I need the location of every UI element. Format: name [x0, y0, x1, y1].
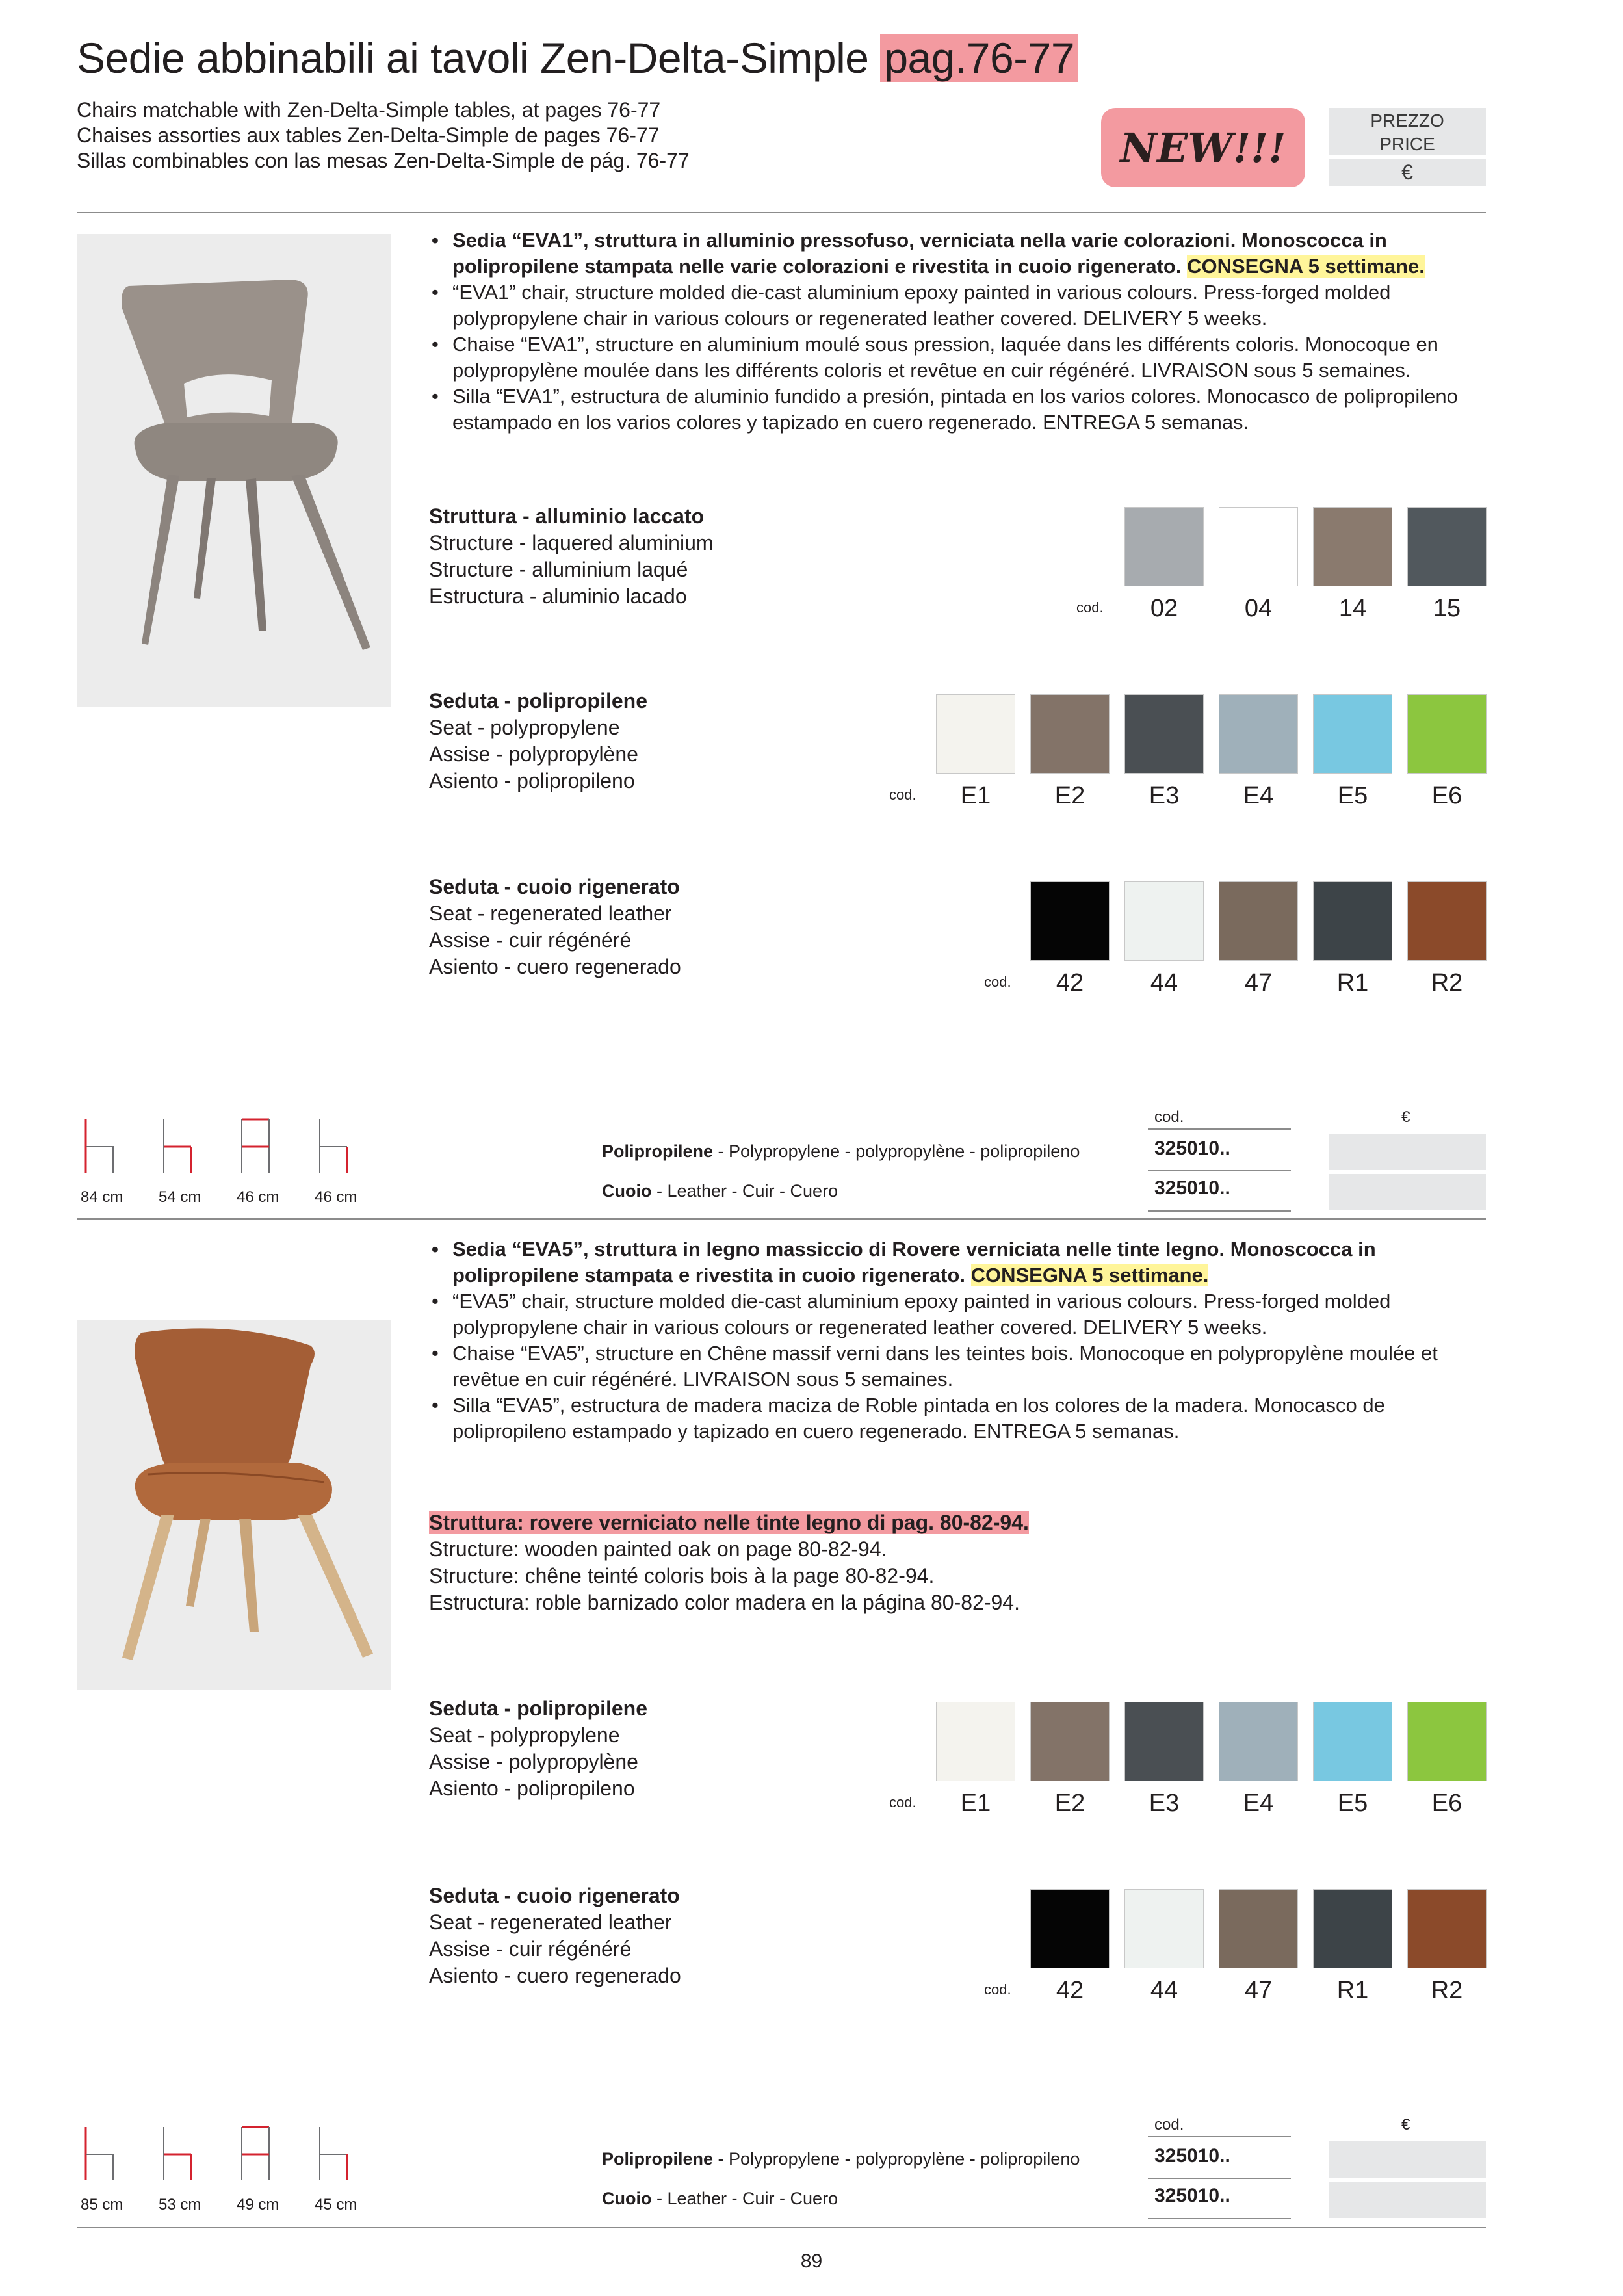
eva1-seat-leather-code-R1: R1 [1336, 969, 1369, 997]
eva1-seat-leather-code-R2: R2 [1431, 969, 1463, 997]
eva1-seat-pp-cod-label: cod. [889, 787, 916, 803]
eva5-row-leather-label-bold: Cuoio [602, 2189, 652, 2208]
eva5-table-line-3 [1148, 2218, 1291, 2219]
eva1-seat-leather-cod-label: cod. [984, 974, 1011, 990]
eva5-dimension-height-value: 85 cm [81, 2196, 123, 2213]
eva5-seat-leather-es: Asiento - cuero regenerado [429, 1964, 681, 1987]
eva1-seat-leather-code-44: 44 [1150, 969, 1178, 997]
subtitle-fr: Chaises assorties aux tables Zen-Delta-Simple de pages 76-77 [77, 124, 660, 147]
new-badge: NEW!!! [1101, 108, 1305, 187]
eva1-row-pp-code: 325010.. [1154, 1138, 1230, 1159]
eva1-structure-title: Struttura - alluminio laccato [429, 504, 705, 528]
eva1-row-leather-label-bold: Cuoio [602, 1181, 652, 1201]
eva5-table-line-2 [1148, 2178, 1291, 2179]
eva5-row-pp-label-bold: Polipropilene [602, 2149, 714, 2169]
eva1-desc-en: • “EVA1” chair, structure molded die-cast aluminium epoxy painted in various colours. Press-forged molded polypropylene chair in various colours or regenerated leather covered. DELIVERY 5 weeks. [429, 280, 1495, 332]
eva1-dimension-depth-value: 46 cm [315, 1188, 357, 1206]
eva1-structure-cod-label: cod. [1076, 599, 1104, 616]
eva5-seat-leather-title: Seduta - cuoio rigenerato [429, 1884, 680, 1907]
eva1-seat-leather-code-47: 47 [1244, 969, 1273, 997]
eva5-row-leather-label-rest: - Leather - Cuir - Cuero [651, 2189, 838, 2208]
eva1-seat-pp-es: Asiento - polipropileno [429, 769, 635, 792]
eva1-seat-pp-code-E2: E2 [1054, 782, 1085, 809]
eva5-seat-leather-code-R1: R1 [1336, 1977, 1369, 2004]
eva5-row-pp-price [1329, 2141, 1486, 2178]
eva1-seat-leather-es: Asiento - cuero regenerado [429, 955, 681, 978]
eva5-structure-title: Struttura: rovere verniciato nelle tinte legno di pag. 80-82-94. [429, 1511, 1029, 1534]
eva5-delivery-highlight: CONSEGNA 5 settimane. [970, 1264, 1209, 1286]
eva5-row-leather-code: 325010.. [1154, 2185, 1230, 2206]
eva1-seat-pp-title: Seduta - polipropilene [429, 689, 648, 712]
eva1-seat-pp-code-E4: E4 [1243, 782, 1274, 809]
eva5-table-cod-header: cod. [1154, 2116, 1184, 2133]
eva1-table-price-header: € [1401, 1108, 1410, 1126]
eva5-seat-pp-code-E2: E2 [1054, 1790, 1085, 1817]
price-currency: € [1329, 159, 1486, 186]
eva5-structure-en: Structure: wooden painted oak on page 80-82-94. [429, 1537, 887, 1561]
eva1-delivery-highlight: CONSEGNA 5 settimane. [1187, 255, 1425, 278]
eva1-seat-pp-fr: Assise - polypropylène [429, 742, 638, 766]
eva5-row-pp-label [602, 2148, 1080, 2170]
eva5-seat-leather-code-42: 42 [1056, 1977, 1084, 2004]
eva1-row-leather-code: 325010.. [1154, 1177, 1230, 1199]
eva5-dimension-width-value: 49 cm [237, 2196, 279, 2213]
eva1-seat-pp-en: Seat - polypropylene [429, 716, 620, 739]
eva5-seat-pp-code-E4: E4 [1243, 1790, 1274, 1817]
eva1-seat-pp-code-E1: E1 [960, 782, 991, 809]
price-label-en: PRICE [1379, 134, 1435, 154]
eva1-seat-leather-code-42: 42 [1056, 969, 1084, 997]
eva1-structure-code-14: 14 [1338, 595, 1367, 622]
eva5-seat-pp-es: Asiento - polipropileno [429, 1777, 635, 1800]
eva5-desc-fr: • Chaise “EVA5”, structure en Chêne massif verni dans les teintes bois. Monocoque en polypropylène moulée et revêtue en cuir régénéré. LIVRAISON sous 5 semaines. [429, 1340, 1495, 1392]
eva1-desc-it-text: Sedia “EVA1”, struttura in alluminio pressofuso, verniciata nella varie colorazioni. Monoscocca in polipropilene stampata nelle varie colorazioni e rivestita in cuoio rigenerato. [452, 229, 1387, 278]
eva5-desc-es: • Silla “EVA5”, estructura de madera maciza de Roble pintada en los colores de la madera. Monocasco de polipropileno estampado y tapizado en cuero regenerado. ENTREGA 5 semanas. [429, 1392, 1495, 1444]
eva1-desc-es: • Silla “EVA1”, estructura de aluminio fundido a presión, pintada en los varios colores. Monocasco de polipropileno estampado en los varios colores y tapizado en cuero regenerado. ENTREGA 5 semanas. [429, 384, 1495, 436]
eva1-seat-pp-code-E5: E5 [1337, 782, 1368, 809]
eva1-seat-leather-en: Seat - regenerated leather [429, 902, 672, 925]
eva5-table-line-1 [1148, 2136, 1291, 2137]
eva1-dimension-height-value: 84 cm [81, 1188, 123, 1206]
subtitle-en: Chairs matchable with Zen-Delta-Simple tables, at pages 76-77 [77, 98, 661, 122]
eva5-dimension-seat-height-value: 53 cm [159, 2196, 201, 2213]
eva5-seat-pp-code-E1: E1 [960, 1790, 991, 1817]
eva5-seat-leather-cod-label: cod. [984, 1981, 1011, 1998]
eva1-row-pp-label-bold: Polipropilene [602, 1141, 714, 1161]
eva5-seat-leather-code-44: 44 [1150, 1977, 1178, 2004]
eva5-table-price-header: € [1401, 2116, 1410, 2133]
eva5-seat-leather-fr: Assise - cuir régénéré [429, 1937, 632, 1961]
subtitle-es: Sillas combinables con las mesas Zen-Delta-Simple de pág. 76-77 [77, 149, 690, 172]
price-label-it: PREZZO [1370, 111, 1444, 131]
eva5-seat-leather-code-47: 47 [1244, 1977, 1273, 2004]
title-main: Sedie abbinabili ai tavoli Zen-Delta-Simple [77, 34, 869, 82]
eva5-seat-pp-title: Seduta - polipropilene [429, 1697, 648, 1720]
eva1-row-leather-label-rest: - Leather - Cuir - Cuero [651, 1181, 838, 1201]
eva1-dimension-width-value: 46 cm [237, 1188, 279, 1206]
eva5-seat-pp-code-E3: E3 [1149, 1790, 1180, 1817]
eva5-row-pp-code: 325010.. [1154, 2145, 1230, 2167]
eva5-row-leather-label [602, 2187, 838, 2210]
eva5-seat-pp-code-E6: E6 [1431, 1790, 1462, 1817]
eva5-seat-leather-en: Seat - regenerated leather [429, 1911, 672, 1934]
eva1-seat-leather-title: Seduta - cuoio rigenerato [429, 875, 680, 898]
eva5-row-pp-label-rest: - Polypropylene - polypropylène - polipropileno [713, 2149, 1080, 2169]
eva5-seat-leather-code-R2: R2 [1431, 1977, 1463, 2004]
eva5-dimension-depth-value: 45 cm [315, 2196, 357, 2213]
eva5-structure-es: Estructura: roble barnizado color madera en la página 80-82-94. [429, 1591, 1020, 1614]
eva5-seat-pp-en: Seat - polypropylene [429, 1723, 620, 1747]
eva5-structure-fr: Structure: chêne teinté coloris bois à la page 80-82-94. [429, 1564, 935, 1587]
eva1-structure-code-15: 15 [1433, 595, 1461, 622]
eva5-desc-en: • “EVA5” chair, structure molded die-cast aluminium epoxy painted in various colours. Press-forged molded polypropylene chair in various colours or regenerated leather covered. DELIVERY 5 weeks. [429, 1288, 1495, 1340]
eva5-seat-pp-cod-label: cod. [889, 1794, 916, 1810]
eva1-structure-fr: Structure - alluminium laqué [429, 558, 688, 581]
eva1-structure-code-02: 02 [1150, 595, 1178, 622]
eva1-structure-code-04: 04 [1244, 595, 1273, 622]
eva1-row-pp-label-rest: - Polypropylene - polypropylène - polipropileno [713, 1141, 1080, 1161]
page-number: 89 [800, 2250, 823, 2272]
eva1-structure-en: Structure - laquered aluminium [429, 531, 714, 554]
eva1-seat-leather-fr: Assise - cuir régénéré [429, 928, 632, 952]
eva1-dimension-seat-height-value: 54 cm [159, 1188, 201, 1206]
eva5-seat-pp-fr: Assise - polypropylène [429, 1750, 638, 1773]
title-page-highlight: pag.76-77 [880, 34, 1078, 82]
eva5-desc-it-text: Sedia “EVA5”, struttura in legno massiccio di Rovere verniciata nelle tinte legno. Monoscocca in polipropilene stampata e rivestita in cuoio rigenerato. [452, 1238, 1376, 1286]
eva1-desc-fr: • Chaise “EVA1”, structure en aluminium moulé sous pression, laquée dans les différents coloris. Monocoque en polypropylène moulée dans les différents coloris et revêtue en cuir régénéré. LIVRAISON sous 5 semaines. [429, 332, 1495, 384]
eva1-structure-es: Estructura - aluminio lacado [429, 584, 687, 608]
eva1-table-cod-header: cod. [1154, 1108, 1184, 1126]
eva5-seat-pp-code-E5: E5 [1337, 1790, 1368, 1817]
eva5-row-leather-price [1329, 2182, 1486, 2218]
bottom-divider [77, 2227, 1486, 2228]
eva1-seat-pp-code-E6: E6 [1431, 782, 1462, 809]
eva1-seat-pp-code-E3: E3 [1149, 782, 1180, 809]
